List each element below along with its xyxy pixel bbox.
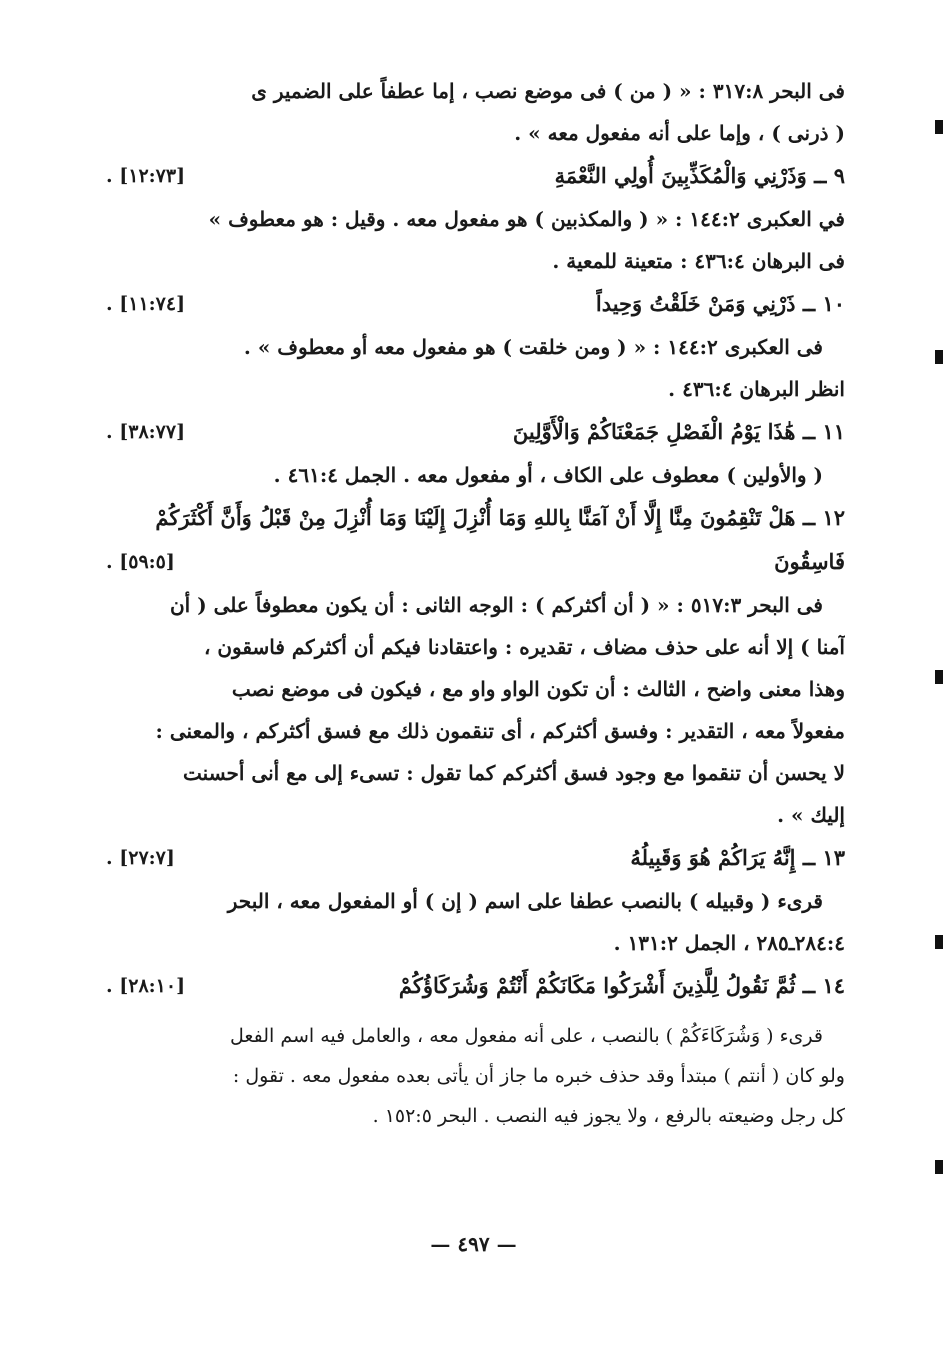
text-line: قرىء ( وَشُرَكَاءَكُمْ ) بالنصب ، على أنه مفعول معه ، والعامل فيه اسم الفعل — [230, 1025, 823, 1047]
text-line: فى العكبرى ١٤٤:٢ : « ( ومن خلقت ) هو مفعول معه أو معطوف » . — [243, 335, 823, 359]
text-line: لا يحسن أن تنقموا مع وجود فسق أكثركم كما تقول : تسىء إلى مع أنى أحسنت — [183, 761, 845, 785]
verse-text: فَاسِقُونَ — [774, 549, 845, 574]
verse-text: ١٢ ــ هَلْ تَنْقِمُونَ مِنَّا إِلَّا أَنْ آمَنَّا بِاللهِ وَمَا أُنْزِلَ إِلَيْنَا وَمَا أُنْزِلَ مِنْ قَبْلُ وَأَنَّ أَكْثَرَكُمْ — [155, 505, 845, 530]
text-line: قرىء ( وقبيله ) بالنصب عطفا على اسم ( إن ) أو المفعول معه ، البحر — [227, 889, 823, 913]
text-line: انظر البرهان ٤٣٦:٤ . — [668, 377, 845, 401]
verse-text: ١٣ ــ إِنَّهُ يَرَاكُمْ هُوَ وَقَبِيلُهُ — [630, 845, 845, 870]
verse-12 — [100, 496, 845, 540]
verse-12-continued — [100, 540, 845, 584]
text-line: كل رجل وضيعته بالرفع ، ولا يجوز فيه النصب . البحر ١٥٢:٥ . — [372, 1105, 845, 1127]
verse-text: ١١ ــ هَٰذَا يَوْمُ الْفَصْلِ جَمَعْنَاكُمْ وَالْأَوَّلِينَ — [512, 419, 845, 444]
verse-text: ١٤ ــ ثُمَّ نَقُولُ لِلَّذِينَ أَشْرَكُوا مَكَانَكُمْ أَنْتُمْ وَشُرَكَاؤُكُمْ — [398, 973, 845, 998]
verse-reference: [٥٩:٥] . — [106, 551, 175, 573]
scan-edge-mark — [935, 1160, 943, 1174]
text-line: مفعولاً معه ، التقدير : وفسق أكثركم ، أى تنقمون ذلك مع فسق أكثركم ، والمعنى : — [155, 719, 845, 743]
text-line: ( ذرنى ) ، وإما على أنه مفعول معه » . — [514, 121, 845, 145]
verse-reference: [١١:٧٤] . — [106, 293, 186, 315]
verse-9 — [100, 154, 845, 198]
text-line: ( والأولين ) معطوف على الكاف ، أو مفعول معه . الجمل ٤٦١:٤ . — [273, 463, 823, 487]
page-content — [100, 70, 845, 1136]
text-line: إليك » . — [777, 803, 845, 827]
text-line: ٢٨٤:٤ـ٢٨٥ ، الجمل ١٣١:٢ . — [613, 931, 845, 955]
text-line: فى البحر ٥١٧:٣ : « ( أن أكثركم ) : الوجه الثانى : أن يكون معطوفاً على ( أن — [169, 593, 823, 617]
scan-edge-mark — [935, 670, 943, 684]
scan-edge-mark — [935, 350, 943, 364]
verse-reference: [٣٨:٧٧] . — [106, 421, 186, 443]
text-line: آمنا ) إلا أنه على حذف مضاف ، تقديره : واعتقادنا فيكم أن أكثركم فاسقون ، — [203, 635, 845, 659]
verse-text: ٩ ــ وَذَرْنِي وَالْمُكَذِّبِينَ أُولِي النَّعْمَةِ — [554, 163, 845, 188]
scan-edge-mark — [935, 935, 943, 949]
text-line: فى البحر ٣١٧:٨ : « ( من ) فى موضع نصب ، إما عطفاً على الضمير ى — [251, 79, 845, 103]
verse-14 — [100, 964, 845, 1008]
text-line: ولو كان ( أنتم ) مبتدأ وقد حذف خبره ما جاز أن يأتى بعده مفعول معه . تقول : — [232, 1065, 845, 1087]
verse-11 — [100, 410, 845, 454]
scan-edge-mark — [935, 120, 943, 134]
text-line: فى البرهان ٤٣٦:٤ : متعينة للمعية . — [552, 249, 845, 273]
page-number: — ٤٩٧ — — [430, 1232, 517, 1256]
text-line: في العكبرى ١٤٤:٢ : « ( والمكذبين ) هو مفعول معه . وقيل : هو معطوف » — [208, 207, 845, 231]
verse-reference: [١٢:٧٣] . — [106, 165, 186, 187]
spacer — [100, 1008, 845, 1016]
verse-text: ١٠ ــ ذَرْنِي وَمَنْ خَلَقْتُ وَحِيداً — [595, 291, 845, 316]
verse-reference: [٢٧:٧] . — [106, 847, 175, 869]
verse-13 — [100, 836, 845, 880]
text-line: وهذا معنى واضح ، الثالث : أن تكون الواو واو مع ، فيكون فى موضع نصب — [231, 677, 845, 701]
verse-10 — [100, 282, 845, 326]
verse-reference: [٢٨:١٠] . — [106, 975, 186, 997]
